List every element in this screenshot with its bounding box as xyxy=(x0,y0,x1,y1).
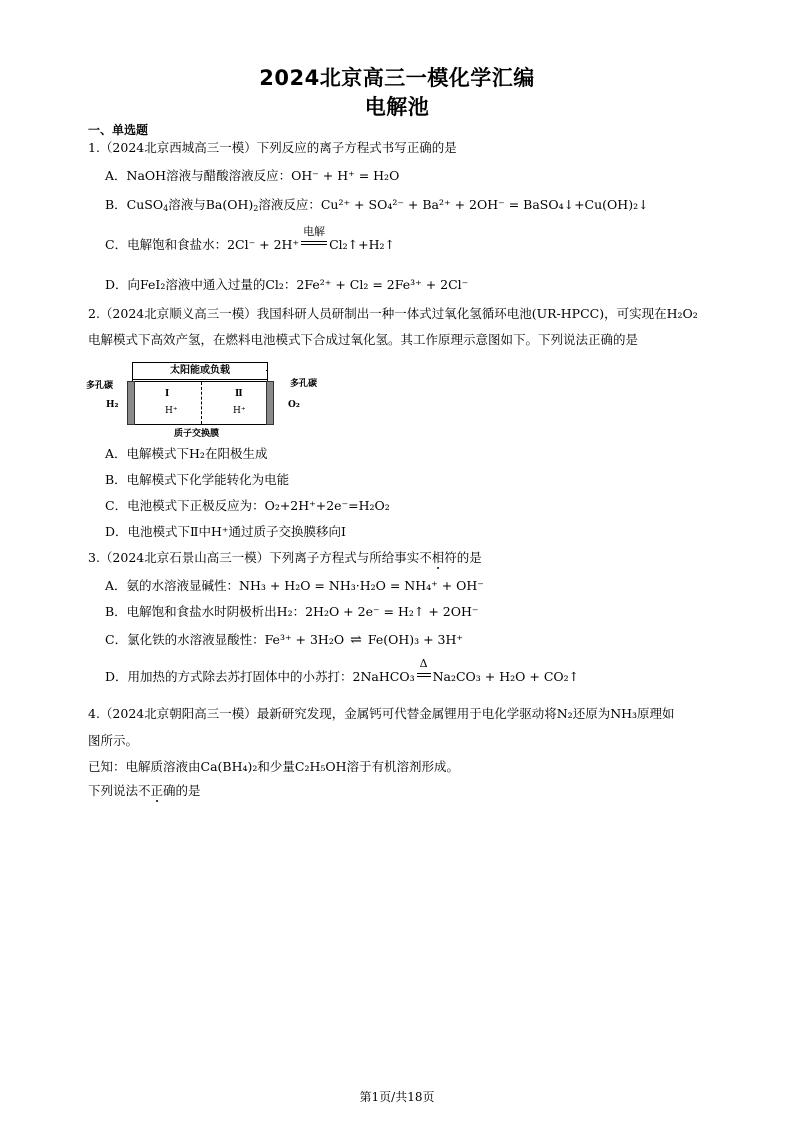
q3-option-a: A．氨的水溶液显碱性：NH₃ + H₂O = NH₃·H₂O = NH₄⁺ + OH⁻ xyxy=(105,578,484,593)
q3-option-d: D．用加热的方式除去苏打固体中的小苏打：2NaHCO₃ Δ Na₂CO₃ + H₂O + CO₂↑ xyxy=(105,657,580,684)
q2-stem-line2: 电解模式下高效产氢，在燃料电池模式下合成过氧化氢。其工作原理示意图如下。下列说法正确的是 xyxy=(88,332,639,347)
page-title: 2024北京高三一模化学汇编 xyxy=(259,66,535,90)
page-footer: 第1页/共18页 xyxy=(359,1090,435,1104)
q2-option-d: D．电池模式下Ⅱ中H⁺通过质子交换膜移向Ⅰ xyxy=(105,524,346,539)
q1-c-cond: 电解 xyxy=(303,225,326,238)
q4-stem-line1: 4.（2024北京朝阳高三一模）最新研究发现，金属钙可代替金属锂用于电化学驱动将N₂还原为NH₃原理如 xyxy=(88,706,675,721)
q3-stem: 3.（2024北京石景山高三一模）下列离子方程式与所给事实不相符的是 xyxy=(88,550,482,565)
left-porous-carbon-electrode xyxy=(127,381,135,425)
right-electrode-label: 多孔碳 xyxy=(290,379,318,389)
q1-option-b: B．CuSO$_4$溶液与$Ba(OH)_2$溶液反应：Cu²⁺ + SO₄²⁻ + Ba²⁺ + 2OH⁻ = BaSO₄↓+Cu(OH)₂↓ xyxy=(105,197,649,213)
q4-ask: 下列说法不正确的是 xyxy=(88,783,201,798)
reversible-arrow-icon: ⇌ xyxy=(350,632,362,648)
q2-stem-line1: 2.（2024北京顺义高三一模）我国科研人员研制出一种一体式过氧化氢循环电池(UR-HPCC)，可实现在H₂O₂ xyxy=(88,306,698,321)
cell-diagram xyxy=(86,356,346,440)
q2-option-a: A．电解模式下H₂在阳极生成 xyxy=(105,446,268,461)
q1-b-pre: B．CuSO xyxy=(105,197,164,212)
q1-option-a: A．NaOH溶液与醋酸溶液反应：OH⁻ + H⁺ = H₂O xyxy=(105,168,400,183)
q1-c-post: Cl₂↑+H₂↑ xyxy=(329,237,395,252)
q1-c-pre: C．电解饱和食盐水：2Cl⁻ + 2H⁺ xyxy=(105,237,300,252)
q1-option-c xyxy=(105,225,395,253)
q4-emphasis: 不正确 xyxy=(138,783,176,798)
q3-option-b: B．电解饱和食盐水时阴极析出H₂：2H₂O + 2e⁻ = H₂↑ + 2OH⁻ xyxy=(105,604,479,619)
proton-exchange-membrane xyxy=(201,382,202,424)
left-gas-label: H₂ xyxy=(106,400,119,410)
q1-b-post: 溶液反应：Cu²⁺ + SO₄²⁻ + Ba²⁺ + 2OH⁻ = BaSO₄↓+Cu(OH)₂↓ xyxy=(258,197,649,212)
q4-stem-line2: 图所示。 xyxy=(88,733,139,748)
membrane-label: 质子交换膜 xyxy=(174,429,220,439)
q3-emphasis: 不相符 xyxy=(419,550,457,565)
q4-known: 已知：电解质溶液由Ca(BH₄)₂和少量C₂H₅OH溶于有机溶剂形成。 xyxy=(88,759,460,774)
q1-option-d: D．向FeI₂溶液中通入过量的Cl₂：2Fe²⁺ + Cl₂ = 2Fe³⁺ + 2Cl⁻ xyxy=(105,277,469,292)
section-heading: 一、单选题 xyxy=(88,123,149,137)
electrolysis-condition xyxy=(299,225,329,253)
heating-condition: Δ xyxy=(415,669,433,685)
q3-option-c: C．氯化铁的水溶液显酸性：Fe³⁺ + 3H₂O ⇌ Fe(OH)₃ + 3H⁺ xyxy=(105,632,464,648)
q2-option-b: B．电解模式下化学能转化为电能 xyxy=(105,472,290,487)
q1-b-mid: 溶液与Ba(OH) xyxy=(168,197,254,212)
page-subtitle: 电解池 xyxy=(364,95,430,119)
electrolytic-cell: Ⅰ H⁺ Ⅱ H⁺ xyxy=(130,381,272,425)
q2-option-c: C．电池模式下正极反应为：O₂+2H⁺+2e⁻=H₂O₂ xyxy=(105,498,390,513)
q1-stem: 1.（2024北京西城高三一模）下列反应的离子方程式书写正确的是 xyxy=(88,140,457,155)
right-porous-carbon-electrode xyxy=(266,381,274,425)
power-load-box: 太阳能或负载 xyxy=(132,362,268,380)
left-electrode-label: 多孔碳 xyxy=(86,381,114,391)
right-gas-label: O₂ xyxy=(288,400,300,410)
